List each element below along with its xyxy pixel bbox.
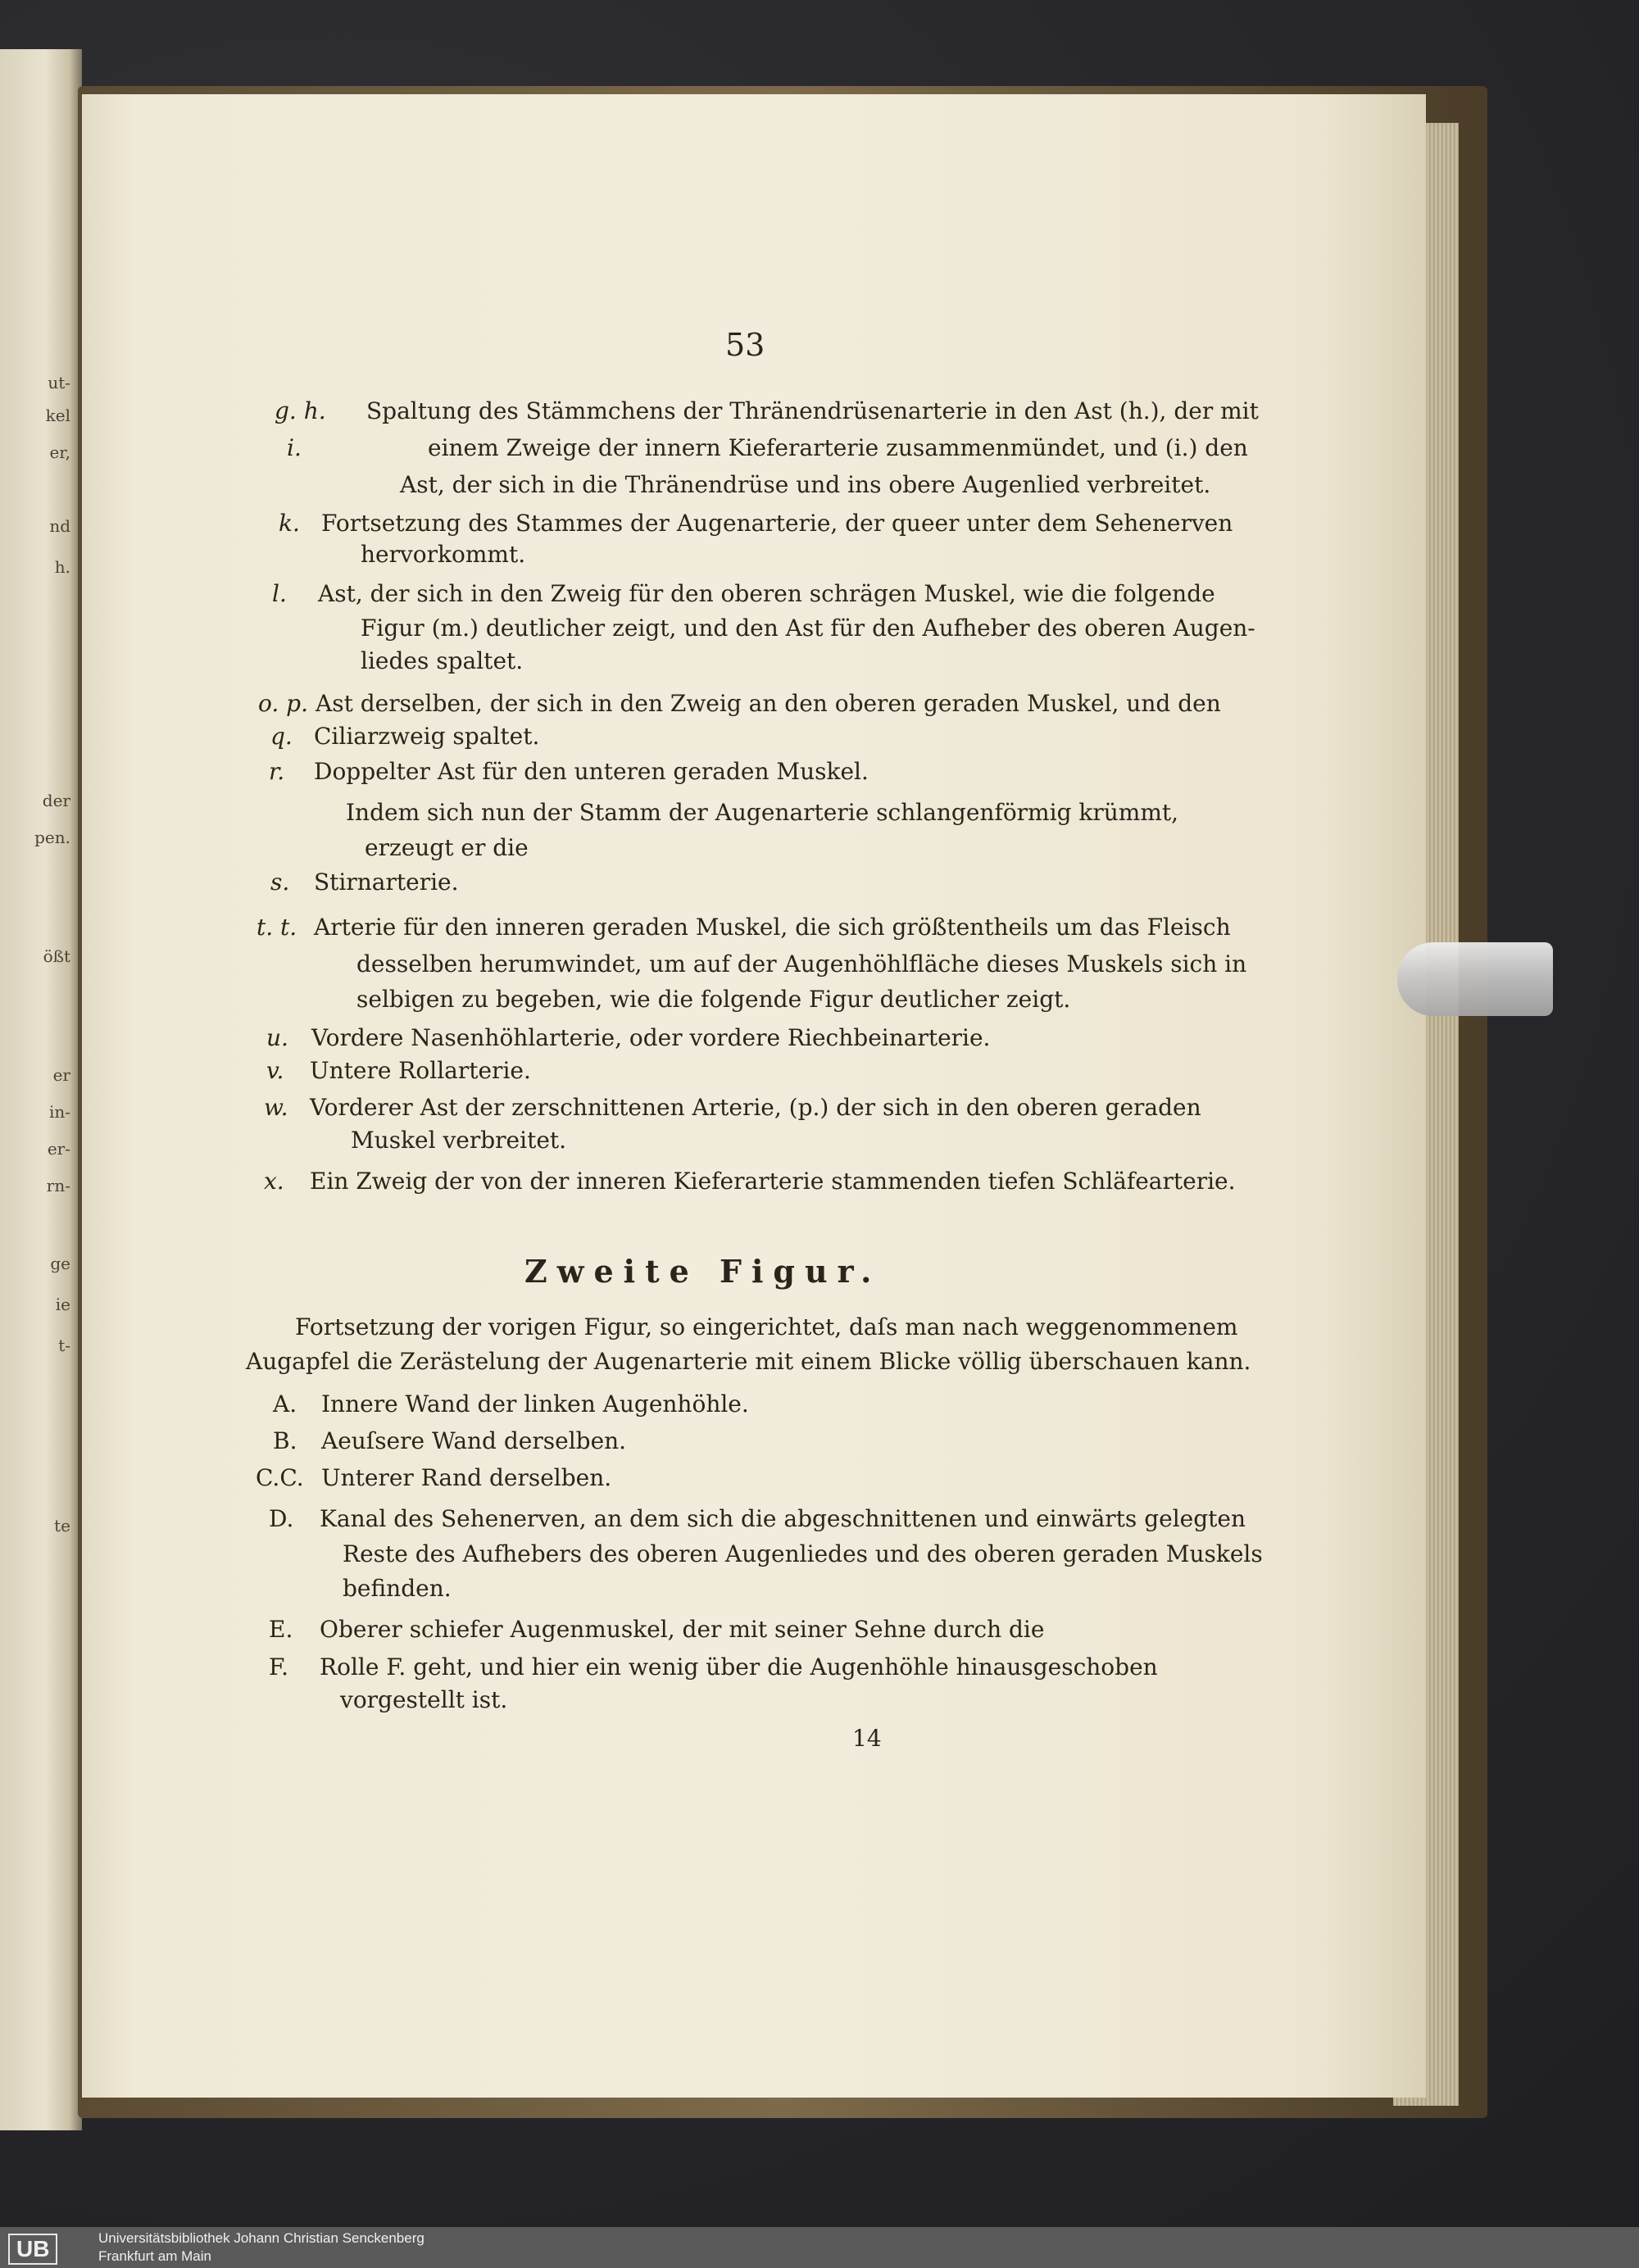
entry-text-line: Fortsetzung des Stammes der Augenarterie, der queer unter dem Sehenerven	[321, 510, 1233, 537]
entry-text-line: Doppelter Ast für den unteren geraden Muskel.	[314, 758, 869, 785]
entry-text-line: Muskel verbreitet.	[351, 1127, 567, 1154]
intro-text-line: Fortsetzung der vorigen Figur, so eingerichtet, daſs man nach weggenommenem	[295, 1313, 1238, 1340]
footer-institution: Universitätsbibliothek Johann Christian Senckenberg	[98, 2230, 425, 2246]
left-page-fragment: pen.	[34, 828, 70, 847]
entry-text-line: Aeuſsere Wand derselben.	[321, 1427, 627, 1454]
entry-text-line: vorgestellt ist.	[340, 1686, 508, 1713]
entry-text-line: Vordere Nasenhöhlarterie, oder vordere Riechbeinarterie.	[311, 1024, 991, 1051]
entry-label: D.	[269, 1505, 294, 1532]
entry-label: w.	[264, 1094, 288, 1121]
left-page-fragment: der	[42, 791, 70, 810]
entry-label: v.	[266, 1057, 284, 1084]
left-page-fragment: ge	[50, 1254, 70, 1273]
left-page-fragment: nd	[49, 516, 70, 536]
left-page-fragment: ie	[55, 1295, 70, 1314]
entry-label: g. h.	[275, 397, 326, 424]
entry-text-line: Arterie für den inneren geraden Muskel, die sich größtentheils um das Fleisch	[314, 914, 1231, 941]
entry-text-line: hervorkommt.	[361, 541, 526, 568]
entry-text-line: Innere Wand der linken Augenhöhle.	[321, 1390, 749, 1418]
entry-text-line: Figur (m.) deutlicher zeigt, und den Ast für den Aufheber des oberen Augen-	[361, 615, 1255, 642]
entry-text-line: Ast, der sich in die Thränendrüse und ins obere Augenlied verbreitet.	[400, 471, 1211, 498]
entry-text-line: Reste des Aufhebers des oberen Augenliedes und des oberen geraden Muskels	[343, 1540, 1263, 1567]
entry-text-line: desselben herumwindet, um auf der Augenhöhlfläche dieses Muskels sich in	[356, 950, 1247, 978]
left-facing-page	[0, 49, 82, 2130]
left-page-fragment: ut-	[48, 373, 70, 392]
entry-label: C.C.	[256, 1464, 304, 1491]
left-page-fragment: t-	[58, 1336, 70, 1355]
page-number: 53	[725, 327, 765, 363]
entry-text-line: Rolle F. geht, und hier ein wenig über die Augenhöhle hinausgeschoben	[320, 1653, 1158, 1681]
entry-text-line: Stirnarterie.	[314, 869, 459, 896]
entry-label: i.	[287, 434, 302, 461]
entry-text-line: Indem sich nun der Stamm der Augenarterie schlangenförmig krümmt,	[346, 799, 1179, 826]
entry-label: u.	[266, 1024, 288, 1051]
entry-label: r.	[269, 758, 285, 785]
signature-mark: 14	[852, 1725, 882, 1752]
entry-text-line: liedes spaltet.	[361, 647, 524, 674]
entry-label: l.	[272, 580, 287, 607]
entry-label: o. p.	[258, 690, 308, 717]
entry-label: t. t.	[257, 914, 297, 941]
entry-text-line: Vorderer Ast der zerschnittenen Arterie, (p.) der sich in den oberen geraden	[310, 1094, 1201, 1121]
entry-label: k.	[279, 510, 300, 537]
entry-text-line: einem Zweige der innern Kieferarterie zusammenmündet, und (i.) den	[428, 434, 1248, 461]
left-page-fragment: h.	[54, 557, 70, 577]
entry-label: B.	[273, 1427, 297, 1454]
entry-text-line: erzeugt er die	[365, 834, 529, 861]
entry-text-line: Unterer Rand derselben.	[321, 1464, 612, 1491]
entry-label: x.	[264, 1168, 284, 1195]
entry-text-line: Ein Zweig der von der inneren Kieferarterie stammenden tiefen Schläfearterie.	[310, 1168, 1236, 1195]
entry-text-line: selbigen zu begeben, wie die folgende Figur deutlicher zeigt.	[356, 986, 1071, 1013]
section-heading: Zweite Figur.	[524, 1253, 882, 1290]
footer-location: Frankfurt am Main	[98, 2248, 211, 2264]
left-page-fragment: te	[54, 1516, 70, 1535]
entry-text-line: Oberer schiefer Augenmuskel, der mit seiner Sehne durch die	[320, 1616, 1045, 1643]
entry-label: q.	[270, 723, 293, 750]
left-page-fragment: rn-	[46, 1176, 70, 1195]
entry-text-line: Ast, der sich in den Zweig für den oberen schrägen Muskel, wie die folgende	[318, 580, 1215, 607]
left-page-fragment: kel	[45, 406, 70, 425]
entry-label: F.	[269, 1653, 288, 1681]
left-page-fragment: ößt	[43, 946, 70, 966]
left-page-fragment: in-	[48, 1102, 70, 1122]
ub-logo: UB	[8, 2234, 57, 2265]
entry-text-line: Ast derselben, der sich in den Zweig an den oberen geraden Muskel, und den	[316, 690, 1221, 717]
intro-text-line: Augapfel die Zerästelung der Augenarterie mit einem Blicke völlig überschauen kann.	[246, 1348, 1251, 1375]
footer-bar	[0, 2227, 1639, 2268]
bookmark-clip	[1397, 942, 1553, 1016]
entry-text-line: Ciliarzweig spaltet.	[314, 723, 540, 750]
entry-text-line: Untere Rollarterie.	[310, 1057, 531, 1084]
left-page-fragment: er,	[49, 442, 70, 462]
entry-label: E.	[269, 1616, 293, 1643]
left-page-fragment: er	[52, 1065, 70, 1085]
entry-label: s.	[270, 869, 290, 896]
left-page-fragment: er-	[47, 1139, 70, 1159]
entry-text-line: befinden.	[343, 1575, 452, 1602]
entry-text-line: Spaltung des Stämmchens der Thränendrüsenarterie in den Ast (h.), der mit	[366, 397, 1259, 424]
entry-text-line: Kanal des Sehenerven, an dem sich die abgeschnittenen und einwärts gelegten	[320, 1505, 1246, 1532]
entry-label: A.	[273, 1390, 297, 1418]
